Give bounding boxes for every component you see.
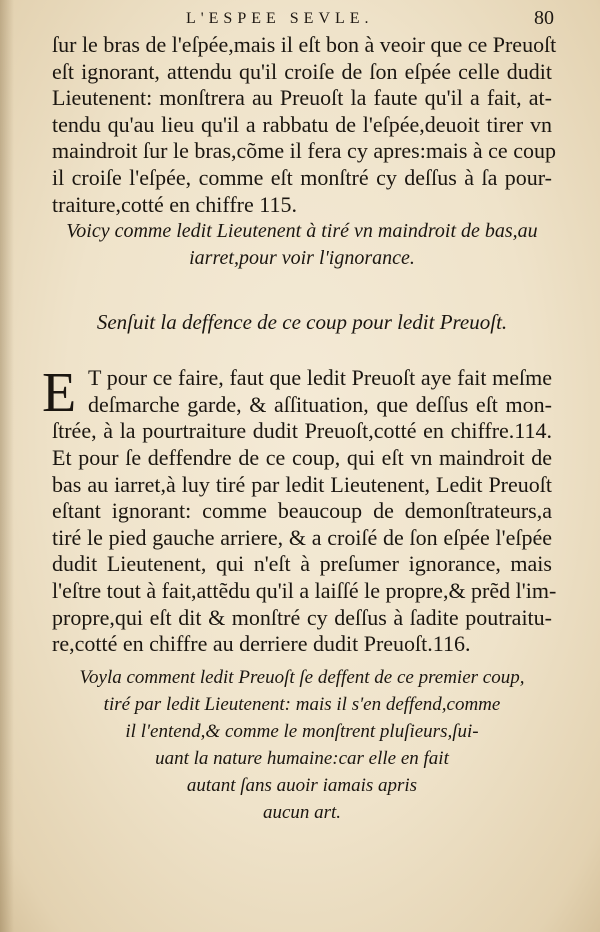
page-number: 80 xyxy=(534,7,554,29)
text-line: re,cotté en chiffre au derriere dudit Preuoſt.116. xyxy=(52,631,471,657)
text-line: Et pour ſe deffendre de ce coup, qui eſt vn maindroit de xyxy=(52,444,552,470)
text-line: tiré le pied gauche arriere, & a croiſé de ſon eſpée l'eſpée xyxy=(52,524,552,550)
text-line: eſtant ignorant: comme beaucoup de demonſtrateurs,a xyxy=(52,498,552,524)
text-line: traiture,cotté en chiffre 115. xyxy=(52,191,297,217)
text-line: propre,qui eſt dit & monſtré cy deſſus à ſadite poutraitu- xyxy=(52,604,552,630)
text-line: dudit Lieutenent, qui n'eſt à preſumer ignorance, mais xyxy=(52,551,552,577)
text-line: T pour ce faire, faut que ledit Preuoſt aye fait meſme xyxy=(88,365,552,391)
closing-line: Voyla comment ledit Preuoſt ſe deffent de ce premier coup, xyxy=(79,666,525,688)
text-line: eſt ignorant, attendu qu'il croiſe de ſon eſpée celle dudit xyxy=(52,58,552,84)
text-line: maindroit ſur le bras,cõme il fera cy apres:mais à ce coup xyxy=(52,138,556,164)
closing-line: autant ſans auoir iamais apris xyxy=(186,774,418,796)
running-head: L'ESPEE SEVLE. xyxy=(186,10,374,27)
closing-line: aucun art. xyxy=(262,801,342,823)
closing-line: il l'entend,& comme le monſtrent pluſieurs,ſui- xyxy=(125,720,479,742)
text-line: Lieutenent: monſtrera au Preuoſt la faute qu'il a fait, at- xyxy=(52,85,552,111)
text-block xyxy=(42,32,557,826)
illustration-caption xyxy=(52,218,552,272)
text-line: deſmarche garde, & aſſituation, que deſſus eſt mon- xyxy=(88,391,552,417)
page-header xyxy=(0,4,600,34)
text-line: ſur le bras de l'eſpée,mais il eſt bon à veoir que ce Preuoſt xyxy=(52,32,557,57)
text-line: ſtrée, à la pourtraiture dudit Preuoſt,cotté en chiffre.114. xyxy=(52,418,552,444)
closing-line: tiré par ledit Lieutenent: mais il s'en deffend,comme xyxy=(103,693,501,715)
text-line: il croiſe l'eſpée, comme eſt monſtré cy deſſus à ſa pour- xyxy=(52,164,552,190)
text-line: tendu qu'au lieu qu'il a rabbatu de l'eſpée,deuoit tirer vn xyxy=(52,111,552,137)
section-heading: Senſuit la deffence de ce coup pour ledit Preuoſt. xyxy=(96,310,508,335)
paragraph-2 xyxy=(42,362,557,658)
paragraph-1 xyxy=(52,32,557,218)
closing-remark xyxy=(52,664,552,826)
closing-line: uant la nature humaine:car elle en fait xyxy=(155,747,449,769)
text-line: l'eſtre tout à fait,attẽdu qu'il a laiſſé le propre,& prẽd l'im- xyxy=(52,577,557,603)
caption-line: iarret,pour voir l'ignorance. xyxy=(189,247,415,270)
text-line: bas au iarret,à luy tiré par ledit Lieutenent, Ledit Preuoſt xyxy=(52,471,552,497)
drop-cap: E xyxy=(42,362,77,425)
caption-line: Voicy comme ledit Lieutenent à tiré vn maindroit de bas,au xyxy=(66,220,538,243)
